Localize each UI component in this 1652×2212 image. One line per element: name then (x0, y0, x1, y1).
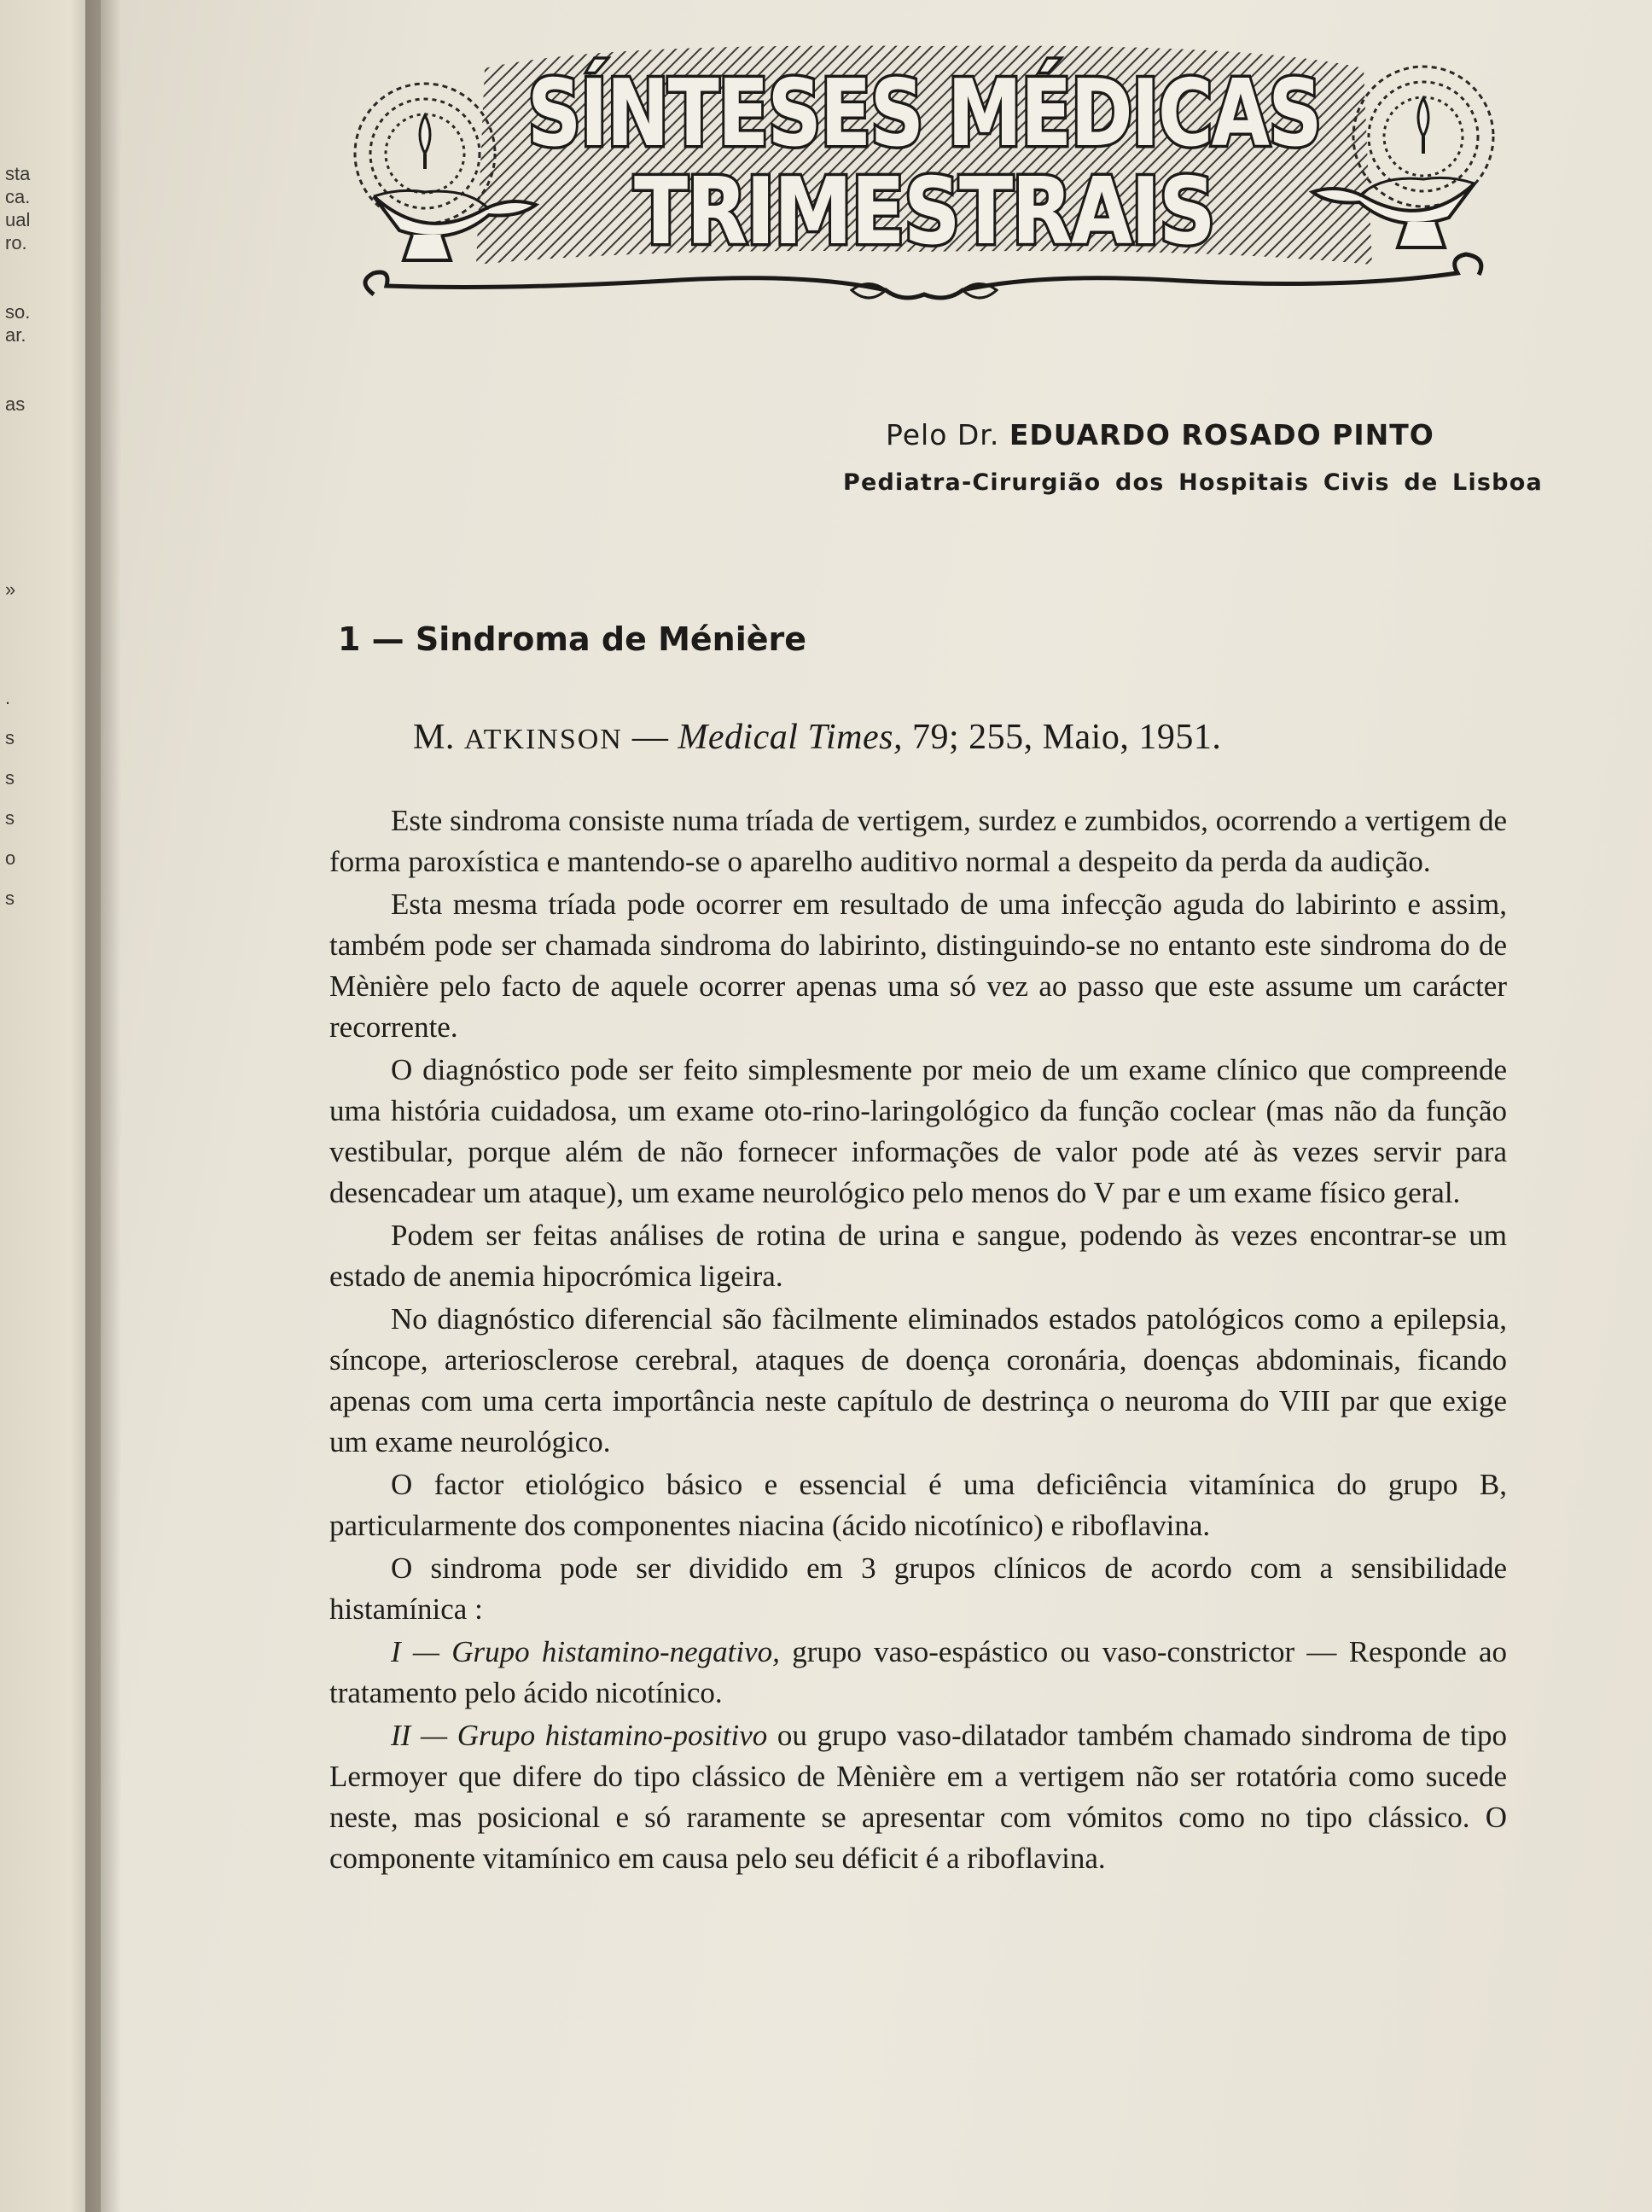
group-2-text: ou grupo vaso-dilatador também chamado sindroma de tipo Lermoyer que difere do tipo clássico de Mènière em a vertigem não ser rotatória como sucede neste, mas posicional e só raramente se apresentar com vómitos como no tipo clássico. O componente vitamínico em causa pelo seu déficit é a riboflavina. (329, 1719, 1508, 1875)
author-name: EDUARDO ROSADO PINTO (1009, 418, 1434, 451)
margin-fragment: o (5, 847, 16, 869)
margin-fragment: ual (5, 209, 31, 230)
author-affiliation: Pediatra-Cirurgião dos Hospitais Civis de Lisboa (843, 469, 1543, 496)
margin-fragment: s (5, 807, 15, 829)
margin-fragment: s (5, 767, 15, 789)
citation-initial: M. (413, 718, 455, 757)
margin-fragment: ar. (5, 324, 26, 346)
paragraph: O diagnóstico pode ser feito simplesmente por meio de um exame clínico que compreende uma história cuidadosa, um exame oto-rino-laringológico da função coclear (mas não da função vestibular, porque além de não fornecer informações de valor pode até às vezes servir para desencadear um ataque), um exame neurológico pelo menos do V par e um exame físico geral. (329, 1053, 1507, 1209)
paragraph: Esta mesma tríada pode ocorrer em resultado de uma infecção aguda do labirinto e assim, também pode ser chamada sindroma do labirinto, distinguindo-se no entanto este sindroma do de Mènière pelo facto de aquele ocorrer apenas uma só vez ao passo que este assume um carácter recorrente. (329, 888, 1507, 1044)
group-1-paragraph (329, 1632, 1507, 1714)
citation-details: 79; 255, Maio, 1951. (912, 718, 1222, 757)
group-1-text: grupo vaso-espástico ou vaso-constrictor — Responde ao tratamento pelo ácido nicotínico. (329, 1635, 1508, 1709)
margin-fragment: ca. (5, 186, 31, 207)
citation-journal: Medical Times, (678, 718, 903, 757)
group-2-label: II — Grupo histamino-positivo (391, 1719, 768, 1752)
margin-fragment: s (5, 727, 15, 748)
paragraph: Este sindroma consiste numa tríada de vertigem, surdez e zumbidos, ocorrendo a vertigem de forma paroxística e mantendo-se o aparelho auditivo normal a despeito da perda da audição. (329, 804, 1507, 878)
margin-fragment: ro. (5, 232, 27, 253)
group-1-label: I — Grupo histamino-negativo, (391, 1635, 780, 1668)
paragraph: Podem ser feitas análises de rotina de urina e sangue, podendo às vezes encontrar-se um estado de anemia hipocrómica ligeira. (329, 1219, 1507, 1293)
previous-page-text-fragments (5, 162, 56, 910)
article-body (329, 800, 1507, 1881)
title-line-1: SÍNTESES MÉDICAS (527, 61, 1503, 167)
margin-fragment: . (5, 687, 11, 708)
margin-fragment: as (5, 393, 26, 415)
margin-fragment: so. (5, 301, 31, 323)
group-2-paragraph (329, 1715, 1507, 1879)
paragraph: O factor etiológico básico e essencial é uma deficiência vitamínica do grupo B, particularmente dos componentes niacina (ácido nicotínico) e riboflavina. (329, 1468, 1507, 1542)
paragraph: O sindroma pode ser dividido em 3 grupos clínicos de acordo com a sensibilidade histamínica : (329, 1551, 1507, 1626)
header-ornament (340, 34, 1509, 324)
margin-fragment: s (5, 888, 15, 909)
author-line (886, 418, 1434, 451)
book-spine-shadow (85, 0, 121, 2212)
document-page (101, 0, 1652, 2212)
title-line-2: TRIMESTRAIS (634, 159, 1214, 265)
author-prefix: Pelo Dr. (886, 418, 1000, 451)
citation-separator: — (631, 718, 669, 757)
citation-author: ATKINSON (463, 724, 623, 755)
margin-fragment: sta (5, 163, 31, 184)
margin-fragment: » (5, 579, 16, 600)
section-heading: 1 — Sindroma de Ménière (338, 620, 807, 658)
citation (413, 717, 1221, 758)
paragraph: No diagnóstico diferencial são fàcilmente eliminados estados patológicos como a epilepsia, síncope, arteriosclerose cerebral, ataques de doença coronária, doenças abdominais, ficando apenas com uma certa importância neste capítulo de destrinça o neuroma do VIII par que exige um exame neurológico. (329, 1302, 1507, 1458)
